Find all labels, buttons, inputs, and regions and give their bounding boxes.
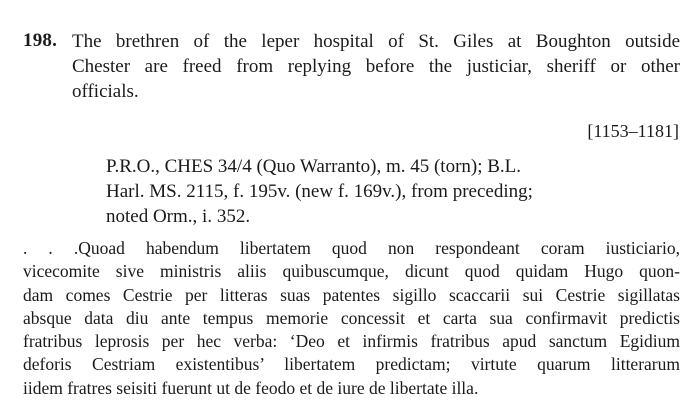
entry-number: 198. <box>23 30 58 51</box>
latin-line: vicecomite sive ministris aliis quibuscumque, dicunt quod quidam Hugo quon- <box>23 261 680 282</box>
latin-line: absque data diu ante tempus memorie concessit et carta sua confirmavit predictis <box>23 307 680 328</box>
latin-line: deforis Cestriam existentibus’ libertatem predictam; virtute quarum litterarum <box>23 354 680 375</box>
latin-line: . . .Quoad habendum libertatem quod non respondeant coram iusticiario, <box>23 238 680 258</box>
summary-line: officials. <box>72 81 139 102</box>
latin-text <box>23 237 680 400</box>
entry-date: [1153–1181] <box>587 121 679 141</box>
summary-line: Chester are freed from replying before the justiciar, sheriff or other <box>72 56 680 77</box>
source-citation <box>106 154 666 229</box>
source-line: P.R.O., CHES 34/4 (Quo Warranto), m. 45 (torn); B.L. <box>106 156 522 177</box>
source-line: Harl. MS. 2115, f. 195v. (new f. 169v.), from preceding; <box>106 181 533 202</box>
latin-line: dam comes Cestrie per litteras suas patentes sigillo scaccarii sui Cestrie sigillatas <box>23 284 680 305</box>
entry-summary <box>72 29 680 104</box>
latin-line: iidem fratres seisiti fuerunt ut de feodo et de iure de libertate illa. <box>23 377 479 398</box>
summary-line: The brethren of the leper hospital of St. Giles at Boughton outside <box>72 31 680 52</box>
source-line: noted Orm., i. 352. <box>106 206 251 227</box>
latin-line: fratribus leprosis per hec verba: ‘Deo et infirmis fratribus apud sanctum Egidium <box>23 331 680 352</box>
